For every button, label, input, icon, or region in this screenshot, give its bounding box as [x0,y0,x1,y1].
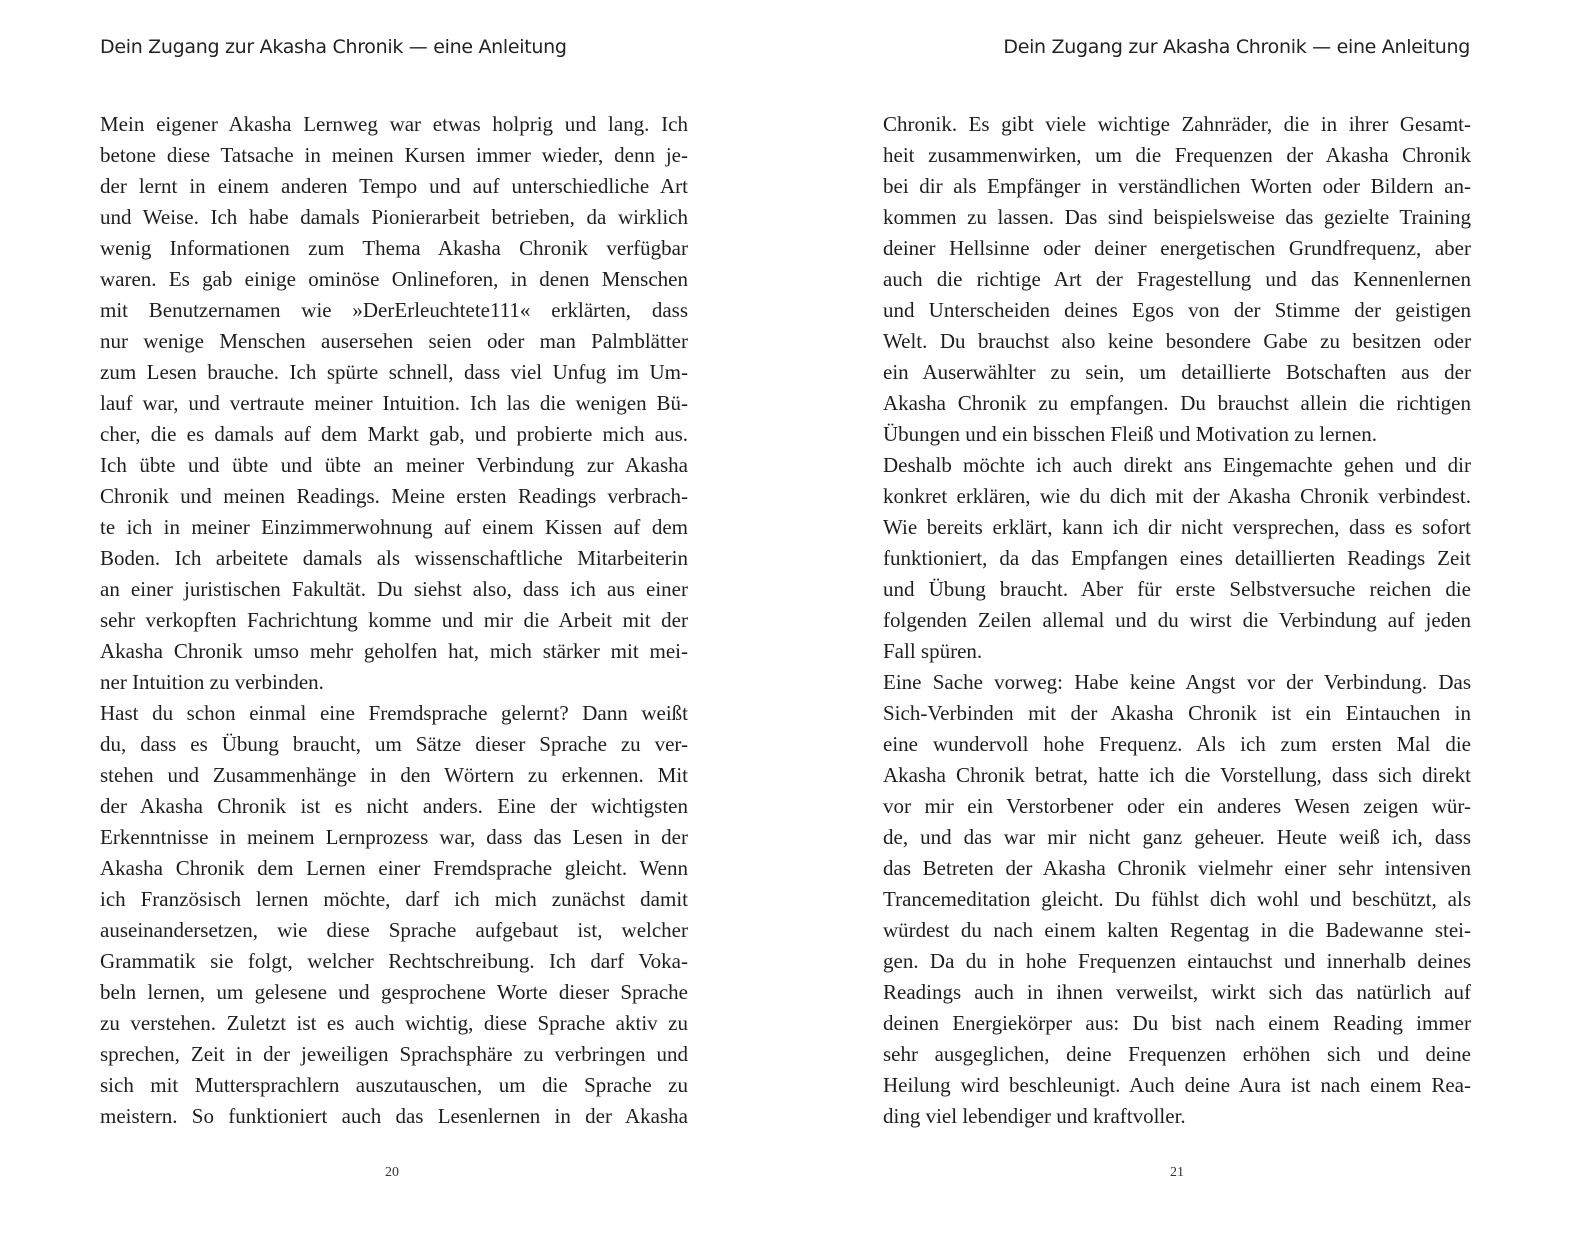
text-line: Erkenntnisse in meinem Lernprozess war, dass das Lesen in der [100,825,688,849]
text-line: der lernt in einem anderen Tempo und auf unterschiedliche Art [100,174,688,198]
right-page [797,0,1594,1240]
text-line: Chronik. Es gibt viele wichtige Zahnräder, die in ihrer Gesamt- [883,112,1471,136]
text-line: cher, die es damals auf dem Markt gab, und probierte mich aus. [100,422,688,446]
text-line: auch die richtige Art der Fragestellung und das Kennenlernen [883,267,1471,291]
text-line: bei dir als Empfänger in verständlichen Worten oder Bildern an- [883,174,1471,198]
body-text [100,109,688,1132]
text-line: Akasha Chronik dem Lernen einer Fremdsprache gleicht. Wenn [100,856,688,880]
text-line: Akasha Chronik umso mehr geholfen hat, mich stärker mit mei- [100,639,688,663]
text-line: sehr ausgeglichen, deine Frequenzen erhöhen sich und deine [883,1042,1471,1066]
text-line: gen. Da du in hohe Frequenzen eintauchst und innerhalb deines [883,949,1471,973]
text-line: wenig Informationen zum Thema Akasha Chronik verfügbar [100,236,688,260]
text-line: an einer juristischen Fakultät. Du siehst also, dass ich aus einer [100,577,688,601]
text-line: ding viel lebendiger und kraftvoller. [883,1104,1186,1128]
text-line: Sich-Verbinden mit der Akasha Chronik ist ein Eintauchen in [883,701,1471,725]
text-line: würdest du nach einem kalten Regentag in die Badewanne stei- [883,918,1471,942]
text-line: ein Auserwählter zu sein, um detaillierte Botschaften aus der [883,360,1471,384]
text-line: funktioniert, da das Empfangen eines detaillierten Readings Zeit [883,546,1471,570]
text-line: Ich übte und übte und übte an meiner Verbindung zur Akasha [100,453,688,477]
text-line: Akasha Chronik betrat, hatte ich die Vorstellung, dass sich direkt [883,763,1471,787]
text-line: deinen Energiekörper aus: Du bist nach einem Reading immer [883,1011,1471,1035]
text-line: Fall spüren. [883,639,983,663]
text-line: ich Französisch lernen möchte, darf ich mich zunächst damit [100,887,688,911]
text-line: mit Benutzernamen wie »DerErleuchtete111« erklärten, dass [100,298,688,322]
text-line: heit zusammenwirken, um die Frequenzen der Akasha Chronik [883,143,1471,167]
text-line: te ich in meiner Einzimmerwohnung auf einem Kissen auf dem [100,515,688,539]
text-line: konkret erklären, wie du dich mit der Akasha Chronik verbindest. [883,484,1471,508]
text-line: lauf war, und vertraute meiner Intuition. Ich las die wenigen Bü- [100,391,688,415]
text-line: und Unterscheiden deines Egos von der Stimme der geistigen [883,298,1471,322]
text-line: Boden. Ich arbeitete damals als wissenschaftliche Mitarbeiterin [100,546,688,570]
text-line: sprechen, Zeit in der jeweiligen Sprachsphäre zu verbringen und [100,1042,688,1066]
text-line: und Übung braucht. Aber für erste Selbstversuche reichen die [883,577,1471,601]
text-line: vor mir ein Verstorbener oder ein anderes Wesen zeigen wür- [883,794,1471,818]
text-line: betone diese Tatsache in meinen Kursen immer wieder, denn je- [100,143,688,167]
text-line: Eine Sache vorweg: Habe keine Angst vor der Verbindung. Das [883,670,1471,694]
text-line: Hast du schon einmal eine Fremdsprache gelernt? Dann weißt [100,701,688,725]
text-line: eine wundervoll hohe Frequenz. Als ich zum ersten Mal die [883,732,1471,756]
text-line: Heilung wird beschleunigt. Auch deine Aura ist nach einem Rea- [883,1073,1471,1097]
text-line: beln lernen, um gelesene und gesprochene Worte dieser Sprache [100,980,688,1004]
text-line: meistern. So funktioniert auch das Lesenlernen in der Akasha [100,1104,688,1128]
text-line: kommen zu lassen. Das sind beispielsweise das gezielte Training [883,205,1471,229]
text-line: Welt. Du brauchst also keine besondere Gabe zu besitzen oder [883,329,1471,353]
text-line: zum Lesen brauche. Ich spürte schnell, dass viel Unfug im Um- [100,360,688,384]
text-line: Akasha Chronik zu empfangen. Du brauchst allein die richtigen [883,391,1471,415]
text-line: stehen und Zusammenhänge in den Wörtern zu erkennen. Mit [100,763,688,787]
text-line: Übungen und ein bisschen Fleiß und Motivation zu lernen. [883,422,1378,446]
text-line: du, dass es Übung braucht, um Sätze dieser Sprache zu ver- [100,732,688,756]
running-head: Dein Zugang zur Akasha Chronik — eine Anleitung [100,36,567,58]
text-line: sich mit Muttersprachlern auszutauschen, um die Sprache zu [100,1073,688,1097]
text-line: sehr verkopften Fachrichtung komme und mir die Arbeit mit der [100,608,688,632]
text-line: Mein eigener Akasha Lernweg war etwas holprig und lang. Ich [100,112,688,136]
text-line: Readings auch in ihnen verweilst, wirkt sich das natürlich auf [883,980,1471,1004]
text-line: Grammatik sie folgt, welcher Rechtschreibung. Ich darf Voka- [100,949,688,973]
text-line: Trancemeditation gleicht. Du fühlst dich wohl und beschützt, als [883,887,1471,911]
text-line: und Weise. Ich habe damals Pionierarbeit betrieben, da wirklich [100,205,688,229]
text-line: das Betreten der Akasha Chronik vielmehr einer sehr intensiven [883,856,1471,880]
text-line: deiner Hellsinne oder deiner energetischen Grundfrequenz, aber [883,236,1471,260]
text-line: nur wenige Menschen ausersehen seien oder man Palmblätter [100,329,688,353]
text-line: der Akasha Chronik ist es nicht anders. Eine der wichtigsten [100,794,688,818]
body-text [883,109,1471,1132]
page-number: 21 [1170,1165,1184,1180]
text-line: folgenden Zeilen allemal und du wirst die Verbindung auf jeden [883,608,1471,632]
text-line: zu verstehen. Zuletzt ist es auch wichtig, diese Sprache aktiv zu [100,1011,688,1035]
running-head: Dein Zugang zur Akasha Chronik — eine Anleitung [1003,36,1470,58]
text-line: Wie bereits erklärt, kann ich dir nicht versprechen, dass es sofort [883,515,1471,539]
text-line: Chronik und meinen Readings. Meine ersten Readings verbrach- [100,484,688,508]
text-line: Deshalb möchte ich auch direkt ans Eingemachte gehen und dir [883,453,1471,477]
text-line: waren. Es gab einige ominöse Onlineforen, in denen Menschen [100,267,688,291]
text-line: auseinandersetzen, wie diese Sprache aufgebaut ist, welcher [100,918,688,942]
text-line: ner Intuition zu verbinden. [100,670,324,694]
text-line: de, und das war mir nicht ganz geheuer. Heute weiß ich, dass [883,825,1471,849]
page-number: 20 [385,1165,399,1180]
